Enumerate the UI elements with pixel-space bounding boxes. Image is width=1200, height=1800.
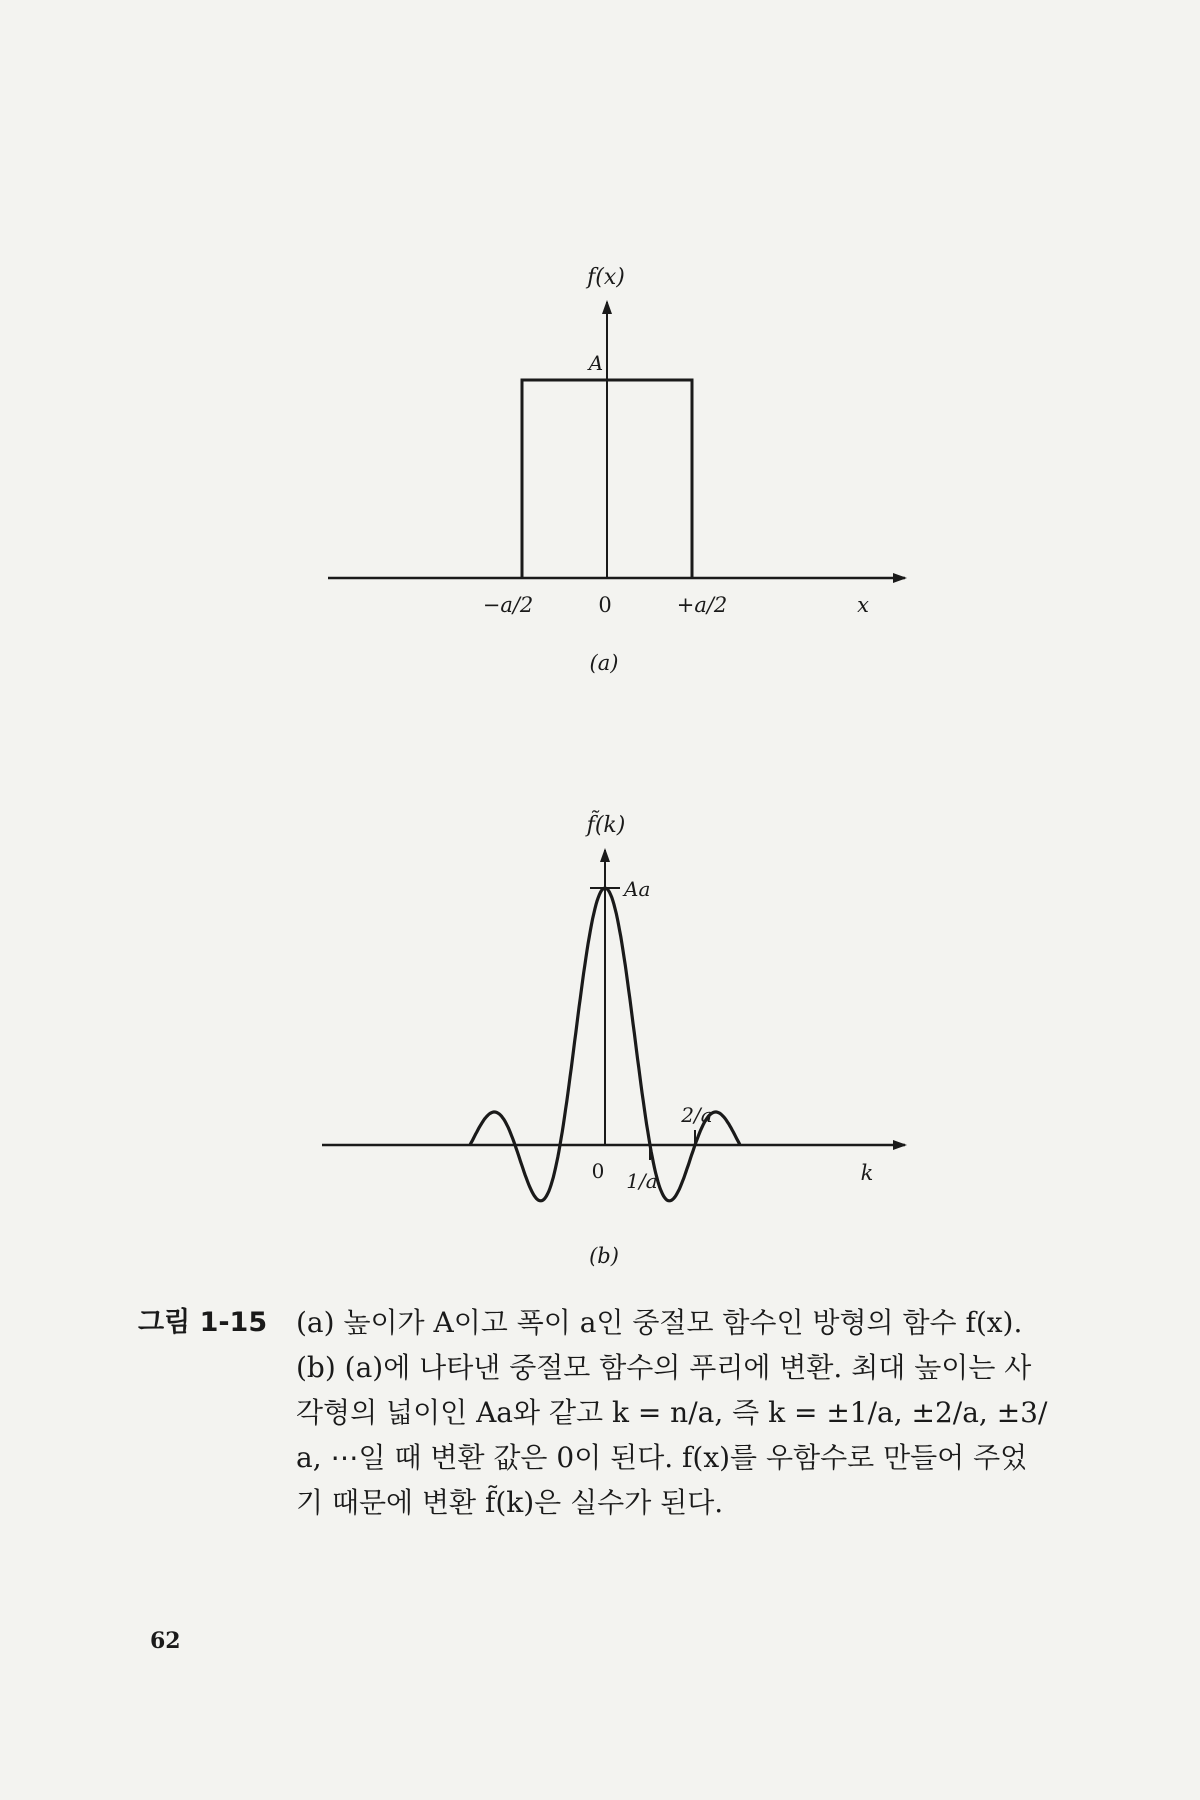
caption-line: 기 때문에 변환 f̃(k)은 실수가 된다.: [296, 1486, 724, 1519]
tick-label-minus-half-a: −a/2: [482, 593, 534, 617]
caption-line: (b) (a)에 나타낸 중절모 함수의 푸리에 변환. 최대 높이는 사: [296, 1351, 1032, 1384]
y-axis-label-a: f(x): [587, 265, 625, 290]
y-axis-label-b: f̃(k): [586, 813, 626, 838]
panel-label-a: (a): [589, 651, 619, 675]
x-axis-label-a: x: [857, 593, 869, 617]
tick-label-plus-half-a: +a/2: [676, 593, 728, 617]
caption-label: 그림 1-15: [138, 1307, 268, 1338]
caption-body: [296, 1300, 1098, 1525]
height-label-a: A: [588, 351, 604, 375]
panel-label-b: (b): [589, 1244, 619, 1268]
page-number: 62: [150, 1628, 181, 1654]
second-zero-label: 2/a: [681, 1103, 713, 1127]
figure-b-sinc-function: [0, 760, 1200, 1280]
x-axis-label-b: k: [860, 1161, 874, 1185]
figure-caption: [138, 1300, 1098, 1525]
peak-label: Aa: [624, 877, 651, 901]
origin-label-b: 0: [591, 1159, 605, 1183]
first-zero-label: 1/a: [626, 1169, 658, 1193]
caption-line: 각형의 넓이인 Aa와 같고 k = n/a, 즉 k = ±1/a, ±2/a, ±3/: [296, 1396, 1048, 1429]
caption-line: a, ⋯일 때 변환 값은 0이 된다. f(x)를 우함수로 만들어 주었: [296, 1441, 1028, 1474]
figure-a-rect-function: [0, 0, 1200, 700]
caption-line: (a) 높이가 A이고 폭이 a인 중절모 함수인 방형의 함수 f(x).: [296, 1306, 1023, 1339]
tick-label-zero: 0: [598, 593, 612, 617]
